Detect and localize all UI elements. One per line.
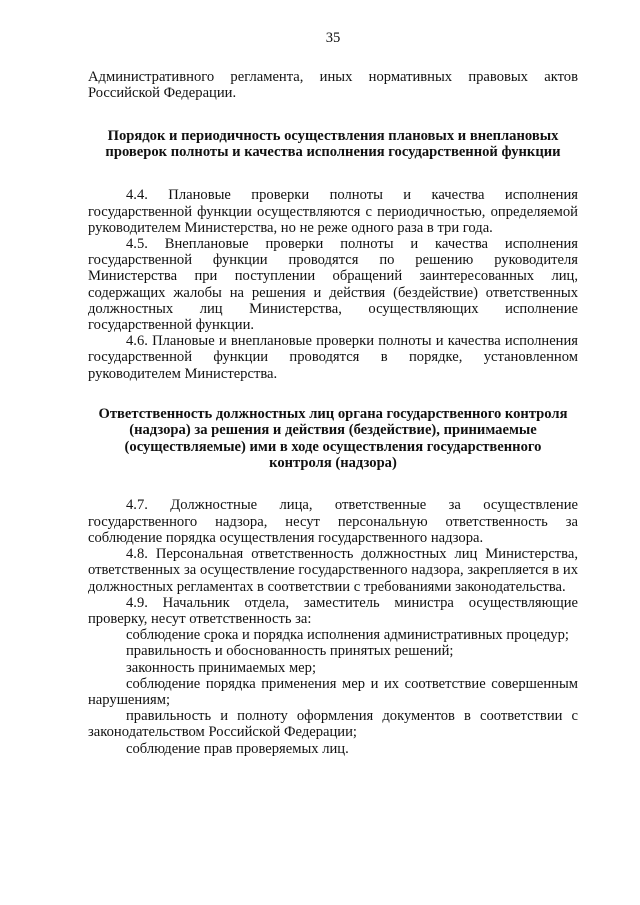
list-item: соблюдение срока и порядка исполнения административных процедур; [126,627,569,644]
list-item: законность принимаемых мер; [126,659,317,676]
section-heading-responsibility: Ответственность должностных лиц органа государственного контроля (надзора) за решения и действия (бездействие), принимаемые (осуществляемые) ими в ходе осуществления государственного контроля (надзора) [98,405,568,472]
paragraph-4-8: 4.8. Персональная ответственность должностных лиц Министерства, ответственных за осуществление государственного надзора, закрепляется в их должностных регламентах в соответствии с требованиями законодательства. [88,546,578,595]
paragraph-4-5: 4.5. Внеплановые проверки полноты и качества исполнения государственной функции проводятся по решению руководителя Министерства при поступлении обращений заинтересованных лиц, содержащих жалобы на решения и действия (бездействие) ответственных должностных лиц Министерства, осуществляющих исполнение государственной функции. [88,236,578,334]
document-page [88,30,578,757]
paragraph-4-9: 4.9. Начальник отдела, заместитель министра осуществляющие проверку, несут ответственность за: [88,594,578,627]
list-item: правильность и обоснованность принятых решений; [126,643,454,660]
list-item: соблюдение порядка применения мер и их соответствие совершенным нарушениям; [88,675,578,708]
intro-paragraph: Административного регламента, иных нормативных правовых актов Российской Федерации. [88,69,578,102]
page-number: 35 [325,30,341,46]
list-item: правильность и полноту оформления документов в соответствии с законодательством Российской Федерации; [88,708,578,741]
section-heading-inspections: Порядок и периодичность осуществления плановых и внеплановых проверок полноты и качества исполнения государственной функции [105,127,561,161]
list-item: соблюдение прав проверяемых лиц. [126,740,349,757]
paragraph-4-4: 4.4. Плановые проверки полноты и качества исполнения государственной функции осуществляются с периодичностью, определяемой руководителем Министерства, но не реже одного раза в три года. [88,187,578,236]
paragraph-4-6: 4.6. Плановые и внеплановые проверки полноты и качества исполнения государственной функции проводятся в порядке, установленном руководителем Министерства. [88,333,578,382]
paragraph-4-7: 4.7. Должностные лица, ответственные за осуществление государственного надзора, несут персональную ответственность за соблюдение порядка осуществления государственного надзора. [88,497,578,546]
